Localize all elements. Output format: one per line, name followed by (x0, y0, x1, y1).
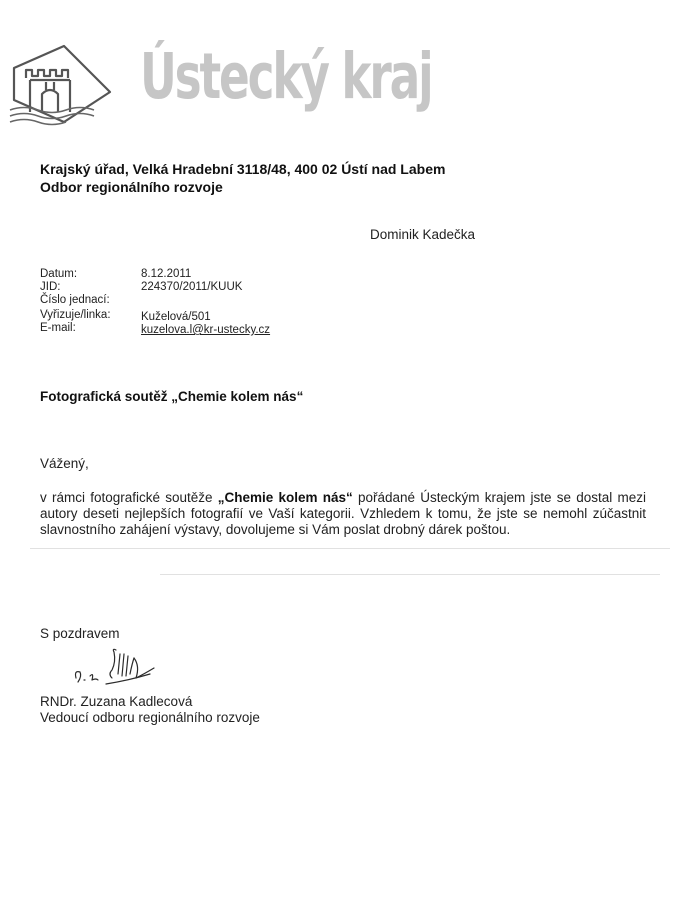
signer-block (40, 694, 260, 726)
brand-name: Ústecký kraj (140, 40, 432, 113)
scan-artifact-line (160, 574, 660, 575)
scan-artifact-line (30, 548, 670, 549)
letter-meta (40, 268, 270, 335)
email-link[interactable]: kuzelova.l@kr-ustecky.cz (141, 324, 271, 336)
letter-subject: Fotografická soutěž „Chemie kolem nás“ (40, 389, 304, 404)
meta-label: Datum: (40, 268, 78, 280)
body-text-start: v rámci fotografické soutěže (40, 490, 218, 505)
closing: S pozdravem (40, 626, 120, 641)
signer-title: Vedoucí odboru regionálního rozvoje (40, 710, 260, 725)
handwritten-signature (70, 644, 170, 692)
meta-row-email (40, 322, 270, 335)
meta-row-jid (40, 281, 270, 294)
meta-row-reference (40, 294, 270, 307)
meta-value: 224370/2011/KUUK (141, 281, 243, 293)
meta-label: E-mail: (40, 322, 76, 334)
meta-row-handler (40, 309, 270, 322)
meta-label: Číslo jednací: (40, 294, 110, 306)
meta-row-date (40, 268, 270, 281)
signer-name: RNDr. Zuzana Kadlecová (40, 694, 193, 709)
office-line-department: Odbor regionálního rozvoje (40, 179, 223, 195)
salutation: Vážený, (40, 456, 89, 471)
office-line-address: Krajský úřad, Velká Hradební 3118/48, 400 02 Ústí nad Labem (40, 161, 446, 177)
letter-body (40, 490, 646, 538)
meta-label: JID: (40, 281, 61, 293)
meta-label: Vyřizuje/linka: (40, 309, 111, 321)
ustecky-kraj-logo (6, 30, 116, 130)
meta-value: 8.12.2011 (141, 268, 192, 280)
office-address (40, 160, 445, 196)
recipient-name: Dominik Kadečka (370, 227, 476, 242)
body-competition-name: „Chemie kolem nás“ (217, 490, 353, 505)
body-text-rest: pořádané Ústeckým krajem jste se dostal mezi autory deseti nejlepších fotografií ve Vaší kategorii. Vzhledem k tomu, že jste se nemohl zúčastnit slavnostního zahájení výstavy, dovolujeme si Vám poslat drobný dárek poštou. (40, 490, 646, 537)
meta-value: Kuželová/501 (141, 311, 211, 323)
